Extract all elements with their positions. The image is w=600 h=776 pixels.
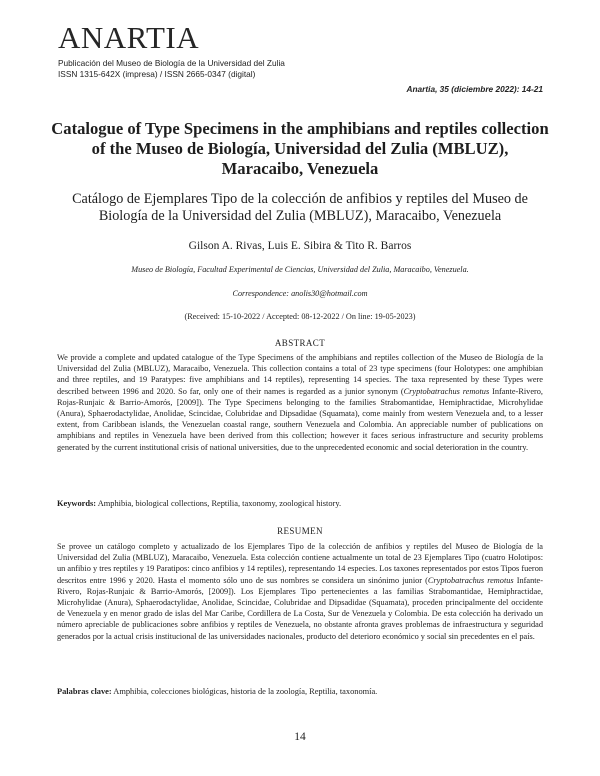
palabras-clave-list: Amphibia, colecciones biológicas, historia de la zoología, Reptilia, taxonomía. [111, 687, 378, 696]
palabras-clave-label: Palabras clave: [57, 687, 112, 696]
resumen-text-part2: Infante-Rivero, Rojas-Runjaic & Barrio-Amorós, [2009]). Los Ejemplares Tipo pertenecientes a las familias Strabomantidae, Hemiphractidae, Microhylidae (Anura), Sphaerodactylidae, Anolidae, Scincidae, Colubridae and Dipsadidae (Squamata), proceden principalmente del occidente de Venezuela y en menor grado de islas del Mar Caribe, Cordillera de La Costa, Sur de Venezuela y Colombia. De esta colección ha derivado un número apreciable de publicaciones sobre anfibios y reptiles de Venezuela, no obstante afronta graves problemas de infraestructura y seguridad generados por la actual crisis institucional de las universidades nacionales, producto del deterioro económico y social sin precedentes en el país. [57, 575, 543, 641]
abstract-body [57, 352, 543, 453]
abstract-text-part1: We provide a complete and updated catalogue of the Type Specimens of the amphibians and reptiles collection of the Museo de Biología de la Universidad del Zulia (MBLUZ), Maracaibo, Venezuela. This collection contains a total of 23 type specimens (four Holotypes: one amphibian and three reptiles, and 19 Paratypes: five amphibians and 14 reptiles), representing 14 species. The taxa represented by these Types were described between 1996 and 2020. So far, only one of their names is regarded as a junior synonym ( [57, 353, 543, 396]
resumen-text-part1: Se provee un catálogo completo y actualizado de los Ejemplares Tipo de la colección de anfibios y reptiles del Museo de Biología de la Universidad del Zulia (MBLUZ), Maracaibo, Venezuela. Esta colección contiene actualmente un total de 23 Ejemplares Tipo (cuatro Holotipos: un anfibio y tres reptiles y 19 Paratipos: cinco anfibios y 14 reptiles), representando 14 especies. Los taxones representados por estos Tipos fueron descritos entre 1996 y 2020. Hasta el momento sólo uno de sus nombres se considera un sinónimo junior ( [57, 542, 543, 585]
resumen-heading: RESUMEN [277, 526, 323, 536]
affiliation: Museo de Biología, Facultad Experimental de Ciencias, Universidad del Zulia, Maracaibo, Venezuela. [131, 265, 469, 274]
article-title-english: Catalogue of Type Specimens in the amphibians and reptiles collection of the Museo de Biología, Universidad del Zulia (MBLUZ), Maracaibo, Venezuela [51, 119, 549, 178]
author-list: Gilson A. Rivas, Luis E. Sibira & Tito R. Barros [188, 240, 412, 252]
article-title-spanish: Catálogo de Ejemplares Tipo de la colección de anfibios y reptiles del Museo de Biología de la Universidad del Zulia (MBLUZ), Maracaibo, Venezuela [72, 191, 528, 224]
publication-dates: (Received: 15-10-2022 / Accepted: 08-12-2022 / On line: 19-05-2023) [184, 312, 416, 321]
publisher-line: Publicación del Museo de Biología de la Universidad del Zulia [58, 58, 285, 68]
abstract-heading: ABSTRACT [274, 338, 326, 348]
issue-citation: Anartia, 35 (diciembre 2022): 14-21 [406, 84, 543, 94]
issn-line: ISSN 1315-642X (impresa) / ISSN 2665-0347 (digital) [58, 69, 256, 79]
abstract-species-name: Cryptobatrachus remotus [403, 386, 490, 396]
keywords-label: Keywords: [57, 499, 97, 508]
journal-info [58, 58, 285, 80]
page-number: 14 [294, 731, 306, 743]
palabras-clave-line [57, 687, 543, 696]
journal-name: ANARTIA [58, 20, 200, 55]
keywords-line [57, 499, 543, 508]
correspondence-email: Correspondence: anolis30@hotmail.com [232, 289, 368, 298]
resumen-species-name: Cryptobatrachus remotus [427, 575, 514, 585]
resumen-body [57, 541, 543, 642]
abstract-text-part2: Infante-Rivero, Rojas-Runjaic & Barrio-Amorós, [2009]). The Type Specimens belonging to the families Strabomantidae, Hemiphractidae, Microhylidae (Anura), Sphaerodactylidae, Anolidae, Scincidae, Colubridae and Dipsadidae (Squamata), come mainly from western Venezuela and, to a lesser extent, from Caribbean islands, the Venezuelan coastal range, southern Venezuela and Colombia. An appreciable number of publications on amphibians and reptiles in Venezuela have been derived from this collection; however it faces serious infrastructure and security problems generated by the current institutional crisis of national universities, due to the unprecedented economic and social deterioration in the country. [57, 386, 543, 452]
keywords-list: Amphibia, biological collections, Reptilia, taxonomy, zoological history. [96, 499, 342, 508]
